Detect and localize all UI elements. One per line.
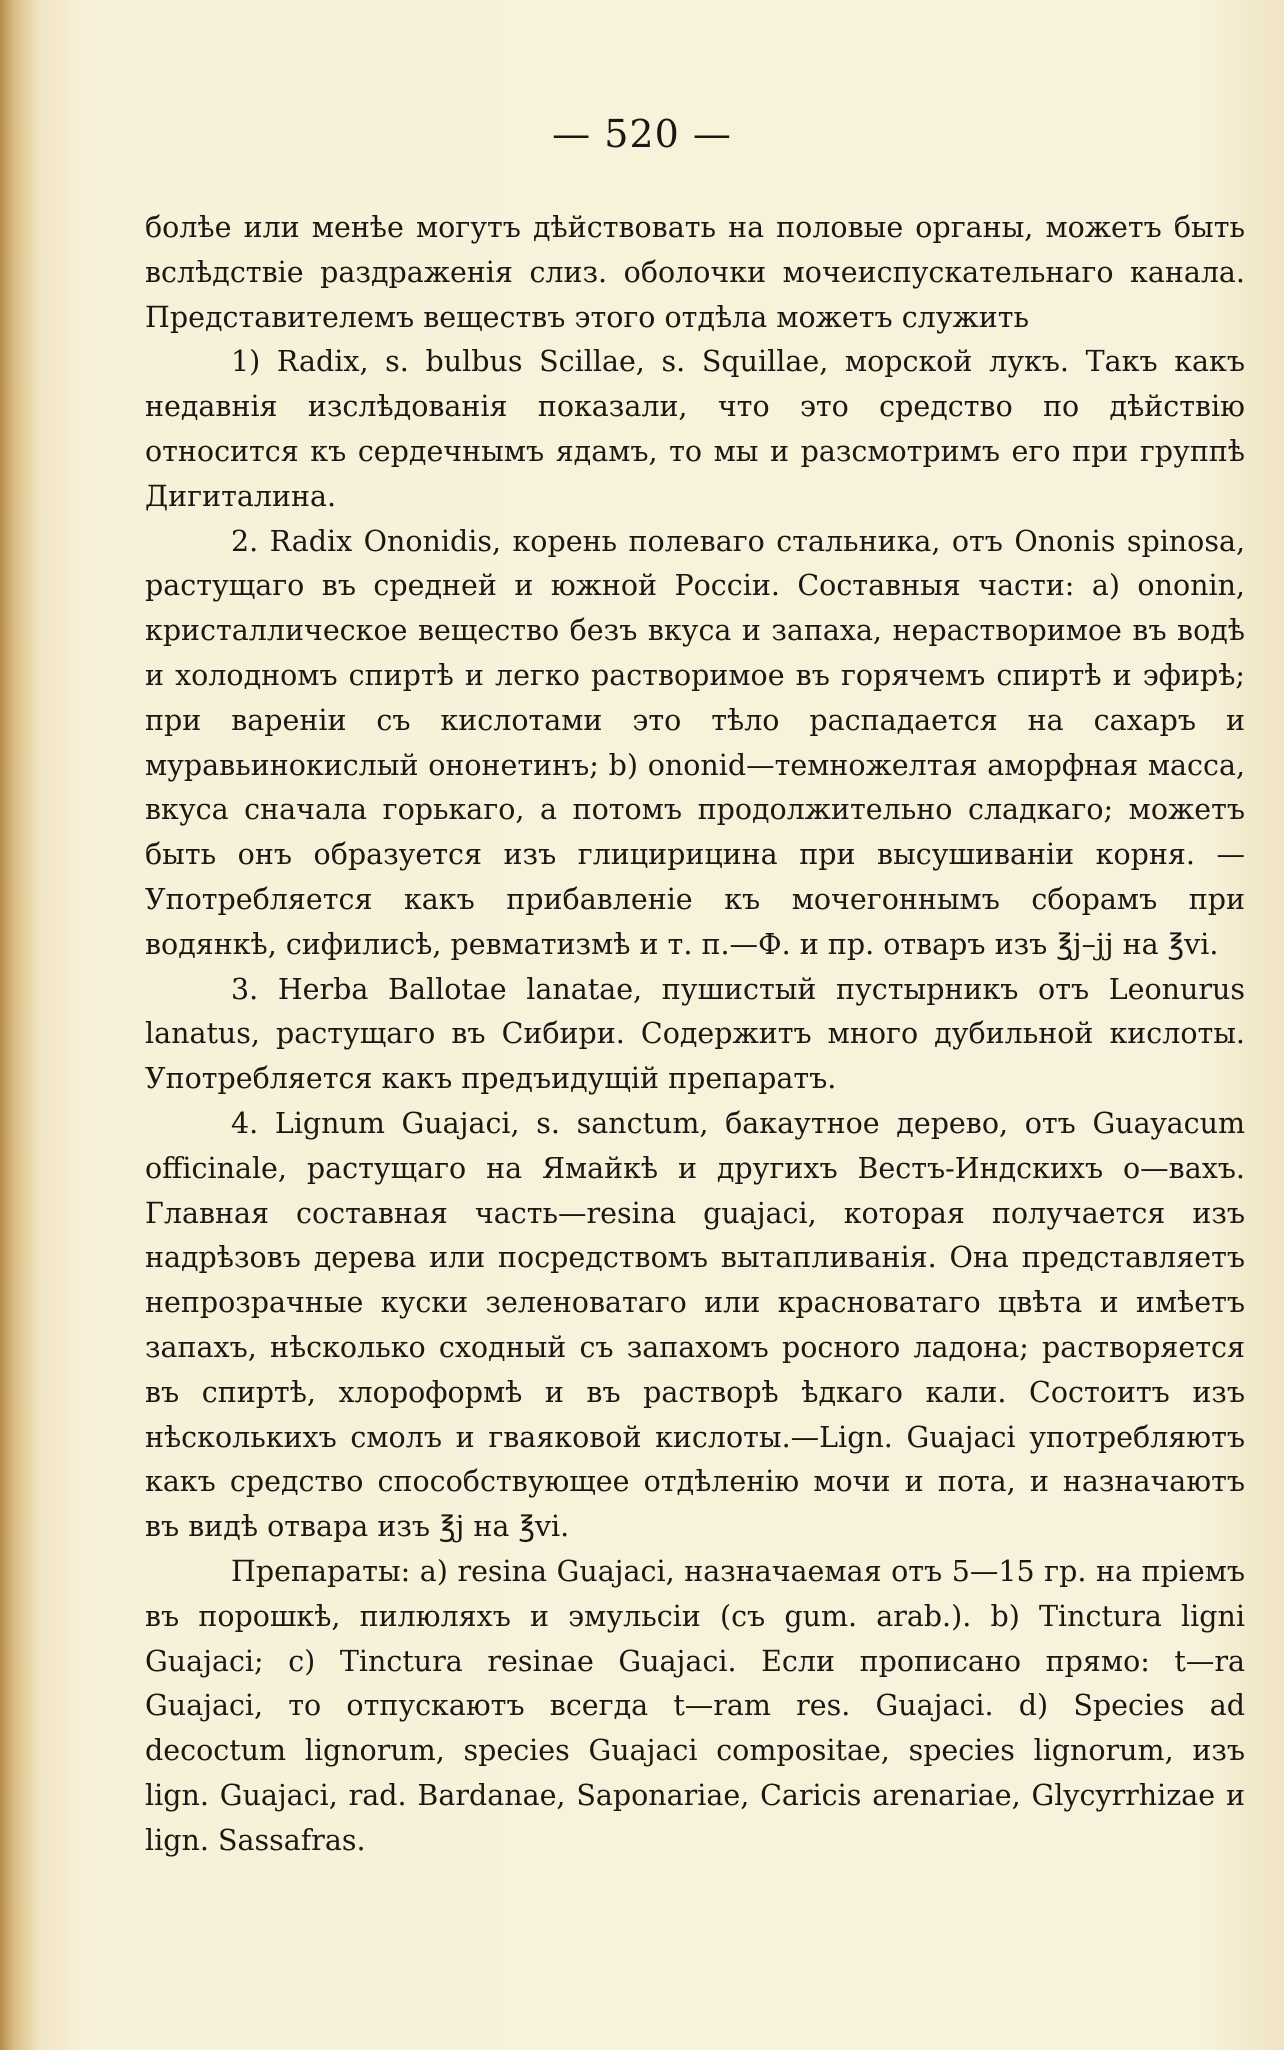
paragraph-lignum-guajaci: 4. Lignum Guajaci, s. sanctum, бакаутное дерево, отъ Guayacum officinale, растущаго на Ямайкѣ и другихъ Вестъ-Индскихъ о—вахъ. Главная составная часть—resina guajaci, которая получается изъ надрѣзовъ дерева или посредствомъ вытапливанiя. Она представляетъ непрозрачные куски зеленоватаго или красноватаго цвѣта и имѣетъ запахъ, нѣсколько сходный съ запахомъ росноrо ладона; растворяется въ спиртѣ, хлороформѣ и въ растворѣ ѣдкаго кали. Состоитъ изъ нѣсколькихъ смолъ и гваяковой кислоты.—Lign. Guajaci употребляютъ какъ средство способствующее отдѣленiю мочи и пота, и назначаютъ въ видѣ отвара изъ ℥j на ℥vi. bbox=[145, 1106, 1245, 1544]
page-number: — 520 — bbox=[552, 112, 732, 156]
body-text bbox=[145, 206, 1245, 1863]
paragraph-preparations: Препараты: a) resina Guajaci, назначаемая отъ 5—15 гр. на прiемъ въ порошкѣ, пилюляхъ и эмульсiи (съ gum. arab.). b) Tinctura ligni Guajaci; c) Tinctura resinae Guajaci. Если прописано прямо: t—ra Guajaci, то отпускаютъ всегда t—ram res. Guajaci. d) Species ad decoctum lignorum, species Guajaci compositae, species lignorum, изъ lign. Guajaci, rad. Bardanae, Saponariae, Caricis arenariae, Glycyrrhizae и lign. Sassafras. bbox=[145, 1554, 1245, 1857]
paragraph-herba-ballotae: 3. Herba Ballotae lanatae, пушистый пустырникъ отъ Leonurus lanatus, растущаго въ Сибири. Содержитъ много дубильной кислоты. Употребляется какъ предъидущiй препаратъ. bbox=[145, 972, 1245, 1096]
paragraph-radix-ononidis: 2. Radix Ononidis, корень полеваго стальника, отъ Ononis spinosa, растущаго въ средней и южной Россiи. Составныя части: а) ononin, кристаллическое вещество безъ вкуса и запаха, нерастворимое въ водѣ и холодномъ спиртѣ и легко растворимое въ горячемъ спиртѣ и эфирѣ; при варенiи съ кислотами это тѣло распадается на сахаръ и муравьинокислый ононетинъ; b) ononid—темножелтая аморфная масса, вкуса сначала горькаго, а потомъ продолжительно сладкаго; можетъ быть онъ образуется изъ глицирицина при высушиванiи корня. —Употребляется какъ прибавленiе къ мочегоннымъ сборамъ при водянкѣ, сифилисѣ, ревматизмѣ и т. п.—Ф. и пр. отваръ изъ ℥j–jj на ℥vi. bbox=[145, 524, 1245, 961]
paragraph-radix-scillae: 1) Radix, s. bulbus Scillae, s. Squillae, морской лукъ. Такъ какъ недавнiя изслѣдованiя показали, что это средство по дѣйствiю относится къ сердечнымъ ядамъ, то мы и разсмотримъ его при группѣ Дигиталина. bbox=[145, 345, 1245, 513]
paragraph-continuation: болѣе или менѣе могутъ дѣйствовать на половые органы, можетъ быть вслѣдствiе раздраженiя слиз. оболочки мочеиспускательнаго канала. Представителемъ веществъ этого отдѣла можетъ служить bbox=[145, 211, 1245, 334]
